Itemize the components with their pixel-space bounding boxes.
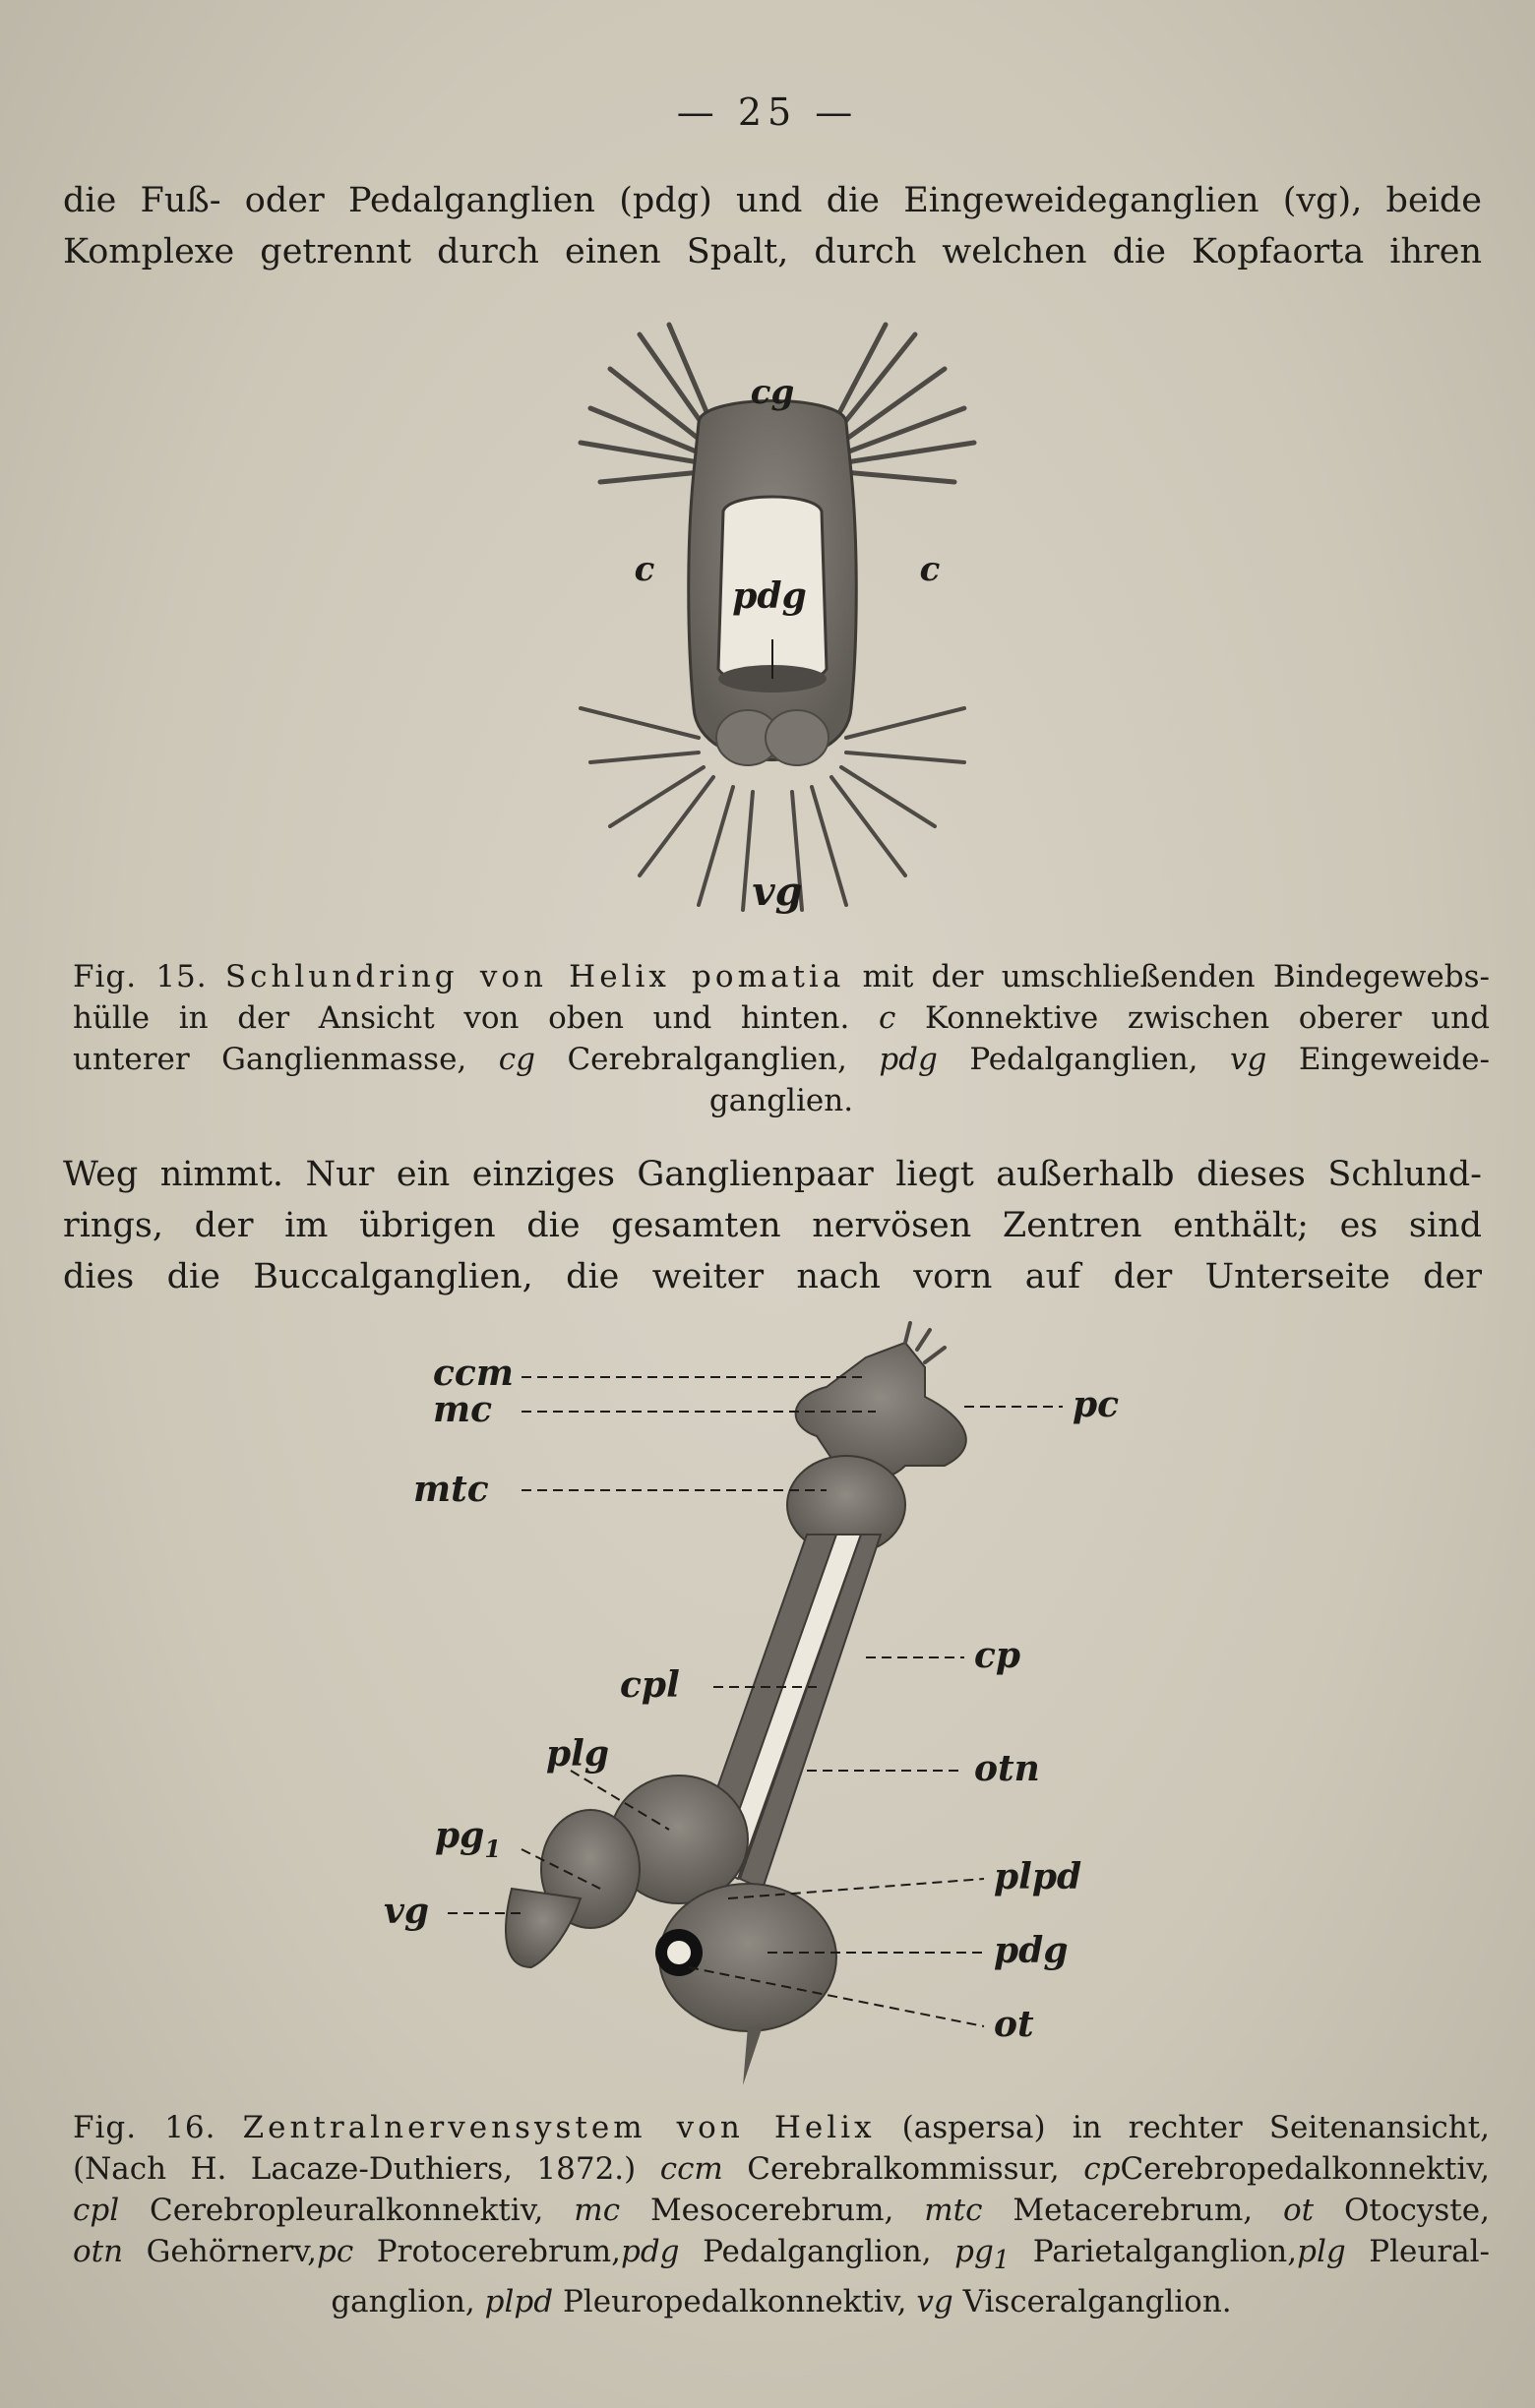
caption16-mtc-t: Metacerebrum, (1013, 2193, 1254, 2228)
label-ot: ot (994, 2004, 1034, 2045)
label-c-left: c (634, 550, 655, 589)
caption15-vg-abbr: vg (1230, 1042, 1267, 1077)
caption15-l2a: hülle in der Ansicht von oben und hinten. (73, 1000, 850, 1036)
caption16-mtc: mtc (924, 2193, 983, 2228)
caption16-pc: pc (317, 2234, 354, 2269)
caption15-line-3 (73, 1039, 1490, 1080)
caption16-line-1 (73, 2107, 1490, 2148)
caption16-line-4 (73, 2231, 1490, 2281)
caption15-rest: mit der umschließenden Bindegewebs- (862, 959, 1490, 994)
caption16-cp: cp (1083, 2151, 1121, 2187)
caption15-spaced-title: Schlundring von Helix pomatia (224, 959, 845, 994)
caption16-line-2 (73, 2148, 1490, 2190)
caption16-pg (954, 2234, 1011, 2276)
visceral-ganglion-right (766, 710, 829, 765)
caption16-mc: mc (574, 2193, 621, 2228)
caption15-l3d: Eingeweide- (1298, 1042, 1490, 1077)
caption16-plpd: plpd (484, 2284, 554, 2320)
paragraph-middle-line-2: rings, der im übrigen die gesamten nervösen Zentren enthält; es sind (63, 1206, 1482, 1245)
caption15-c-abbr: c (878, 1000, 896, 1036)
caption16-pg-sub: 1 (993, 2246, 1011, 2276)
figure-15-illustration (551, 315, 1004, 925)
paragraph-top (63, 175, 1482, 277)
caption15-cg-abbr: cg (498, 1042, 535, 1077)
caption16-vg-t: Visceralganglion. (962, 2284, 1232, 2320)
caption16-plg-t: Pleural- (1369, 2234, 1491, 2269)
caption16-plg: plg (1297, 2234, 1346, 2269)
caption16-vg: vg (916, 2284, 953, 2320)
label-cg: cg (750, 373, 795, 412)
figure-15-caption (73, 956, 1490, 1121)
caption16-l1-rest: (aspersa) in rechter Seitenansicht, (901, 2110, 1490, 2145)
caption16-ccm: ccm (659, 2151, 723, 2187)
caption16-plpd-t: Pleuropedalkonnektiv, (562, 2284, 907, 2320)
paragraph-top-line-1: die Fuß- oder Pedalganglien (pdg) und die Eingeweideganglien (vg), beide (63, 181, 1482, 220)
caption15-line-1 (73, 956, 1490, 997)
caption15-l3c: Pedalganglien, (969, 1042, 1198, 1077)
caption15-line-4: ganglien. (708, 1083, 854, 1118)
label-cpl: cpl (620, 1664, 680, 1706)
caption16-l2a: (Nach H. Lacaze-Duthiers, 1872.) (73, 2151, 637, 2187)
label-pc: pc (1073, 1384, 1120, 1425)
label-plg: plg (546, 1733, 610, 1775)
label-vg: vg (752, 869, 803, 915)
caption15-l3a: unterer Ganglienmasse, (73, 1042, 467, 1077)
figure-16-caption (73, 2107, 1490, 2322)
pedal-nerve-stub (743, 2026, 763, 2085)
label-vg-16: vg (384, 1891, 430, 1932)
label-cp: cp (974, 1635, 1021, 1676)
caption16-mc-t: Mesocerebrum, (649, 2193, 894, 2228)
caption16-spaced-title: Zentralnervensystem von Helix (242, 2110, 876, 2145)
caption15-pdg-abbr: pdg (879, 1042, 938, 1077)
label-pg1 (435, 1815, 501, 1863)
caption16-cp-t: Cerebropedalkonnektiv, (1120, 2151, 1491, 2187)
caption15-l2b: Konnektive zwischen oberer und (924, 1000, 1490, 1036)
label-pg1-sub: 1 (484, 1835, 502, 1863)
caption16-pc-t: Protocerebrum, (376, 2234, 621, 2269)
caption16-fig-number: Fig. 16. (73, 2110, 216, 2145)
paragraph-middle-line-1: Weg nimmt. Nur ein einziges Ganglienpaar liegt außerhalb dieses Schlund- (63, 1155, 1482, 1194)
caption15-l3b: Cerebralganglien, (567, 1042, 847, 1077)
caption16-ot: ot (1282, 2193, 1315, 2228)
page-number: — 25 — (676, 90, 859, 134)
caption16-cpl-t: Cerebropleuralkonnektiv, (150, 2193, 544, 2228)
caption16-pg-t: Parietalganglion, (1032, 2234, 1298, 2269)
visceral-ganglion-shape (506, 1889, 581, 1967)
caption16-line-3 (73, 2190, 1490, 2231)
caption16-cpl: cpl (73, 2193, 120, 2228)
label-ccm: ccm (433, 1353, 514, 1394)
paragraph-top-line-2: Komplexe getrennt durch einen Spalt, durch welchen die Kopfaorta ihren (63, 232, 1482, 271)
otocyst-inner (667, 1941, 691, 1964)
caption15-fig-number: Fig. 15. (73, 959, 208, 994)
caption16-pdg: pdg (620, 2234, 680, 2269)
figure-16-illustration (374, 1318, 1161, 2105)
label-pg1-main: pg (435, 1815, 485, 1856)
label-plpd: plpd (994, 1856, 1082, 1897)
label-pdg: pdg (732, 575, 807, 617)
caption16-otn-t: Gehörnerv, (146, 2234, 318, 2269)
caption15-line-2 (73, 997, 1490, 1039)
caption16-pg-main: pg (954, 2234, 994, 2269)
label-mtc: mtc (413, 1469, 489, 1510)
label-c-right: c (919, 550, 941, 589)
caption16-line-5 (73, 2281, 1490, 2322)
caption16-l4a: ganglion, (331, 2284, 475, 2320)
label-mc: mc (433, 1389, 493, 1430)
caption16-ot-t: Otocyste, (1343, 2193, 1490, 2228)
caption16-pdg-t: Pedalganglion, (703, 2234, 932, 2269)
paragraph-middle-line-3: dies die Buccalganglien, die weiter nach vorn auf der Unterseite der (63, 1257, 1482, 1296)
caption16-otn: otn (73, 2234, 124, 2269)
paragraph-middle (63, 1149, 1482, 1302)
caption16-ccm-t: Cerebralkommissur, (747, 2151, 1060, 2187)
label-otn: otn (974, 1748, 1040, 1789)
label-pdg-16: pdg (994, 1930, 1069, 1971)
